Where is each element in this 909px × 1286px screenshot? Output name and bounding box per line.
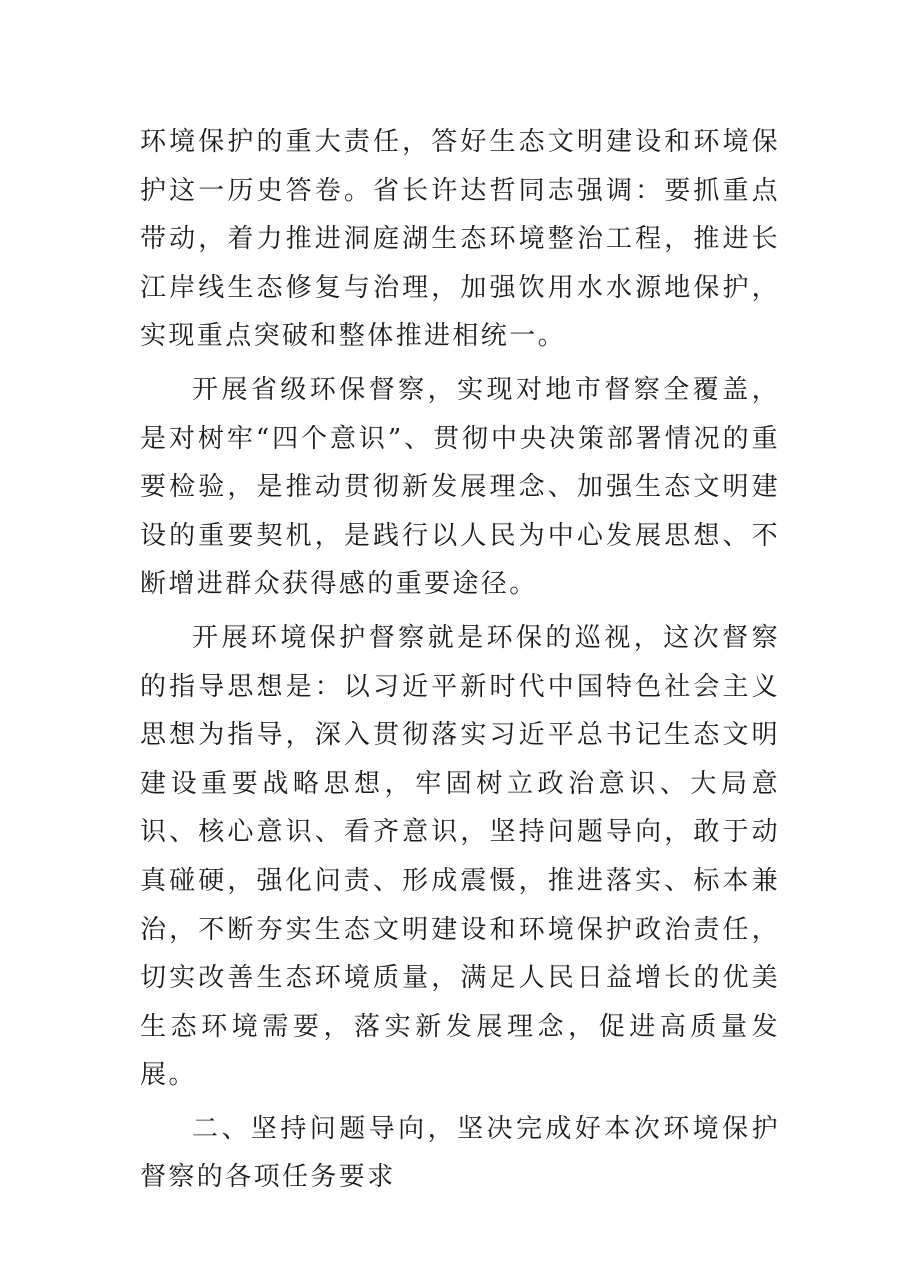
paragraph-2: 开展省级环保督察，实现对地市督察全覆盖，是对树牢“四个意识”、贯彻中央决策部署情况的重要检验，是推动贯彻新发展理念、加强生态文明建设的重要契机，是践行以人民为中心发展思想、不断增进群众获得感的重要途径。 — [140, 374, 780, 600]
paragraph-3: 开展环境保护督察就是环保的巡视，这次督察的指导思想是：以习近平新时代中国特色社会主义思想为指导，深入贯彻落实习近平总书记生态文明建设重要战略思想，牢固树立政治意识、大局意识、核心意识、看齐意识，坚持问题导向，敢于动真碰硬，强化问责、形成震慑，推进落实、标本兼治，不断夯实生态文明建设和环境保护政治责任，切实改善生态环境质量，满足人民日益增长的优美生态环境需要，落实新发展理念，促进高质量发展。 — [140, 622, 780, 1091]
document-body — [140, 118, 780, 1207]
paragraph-1: 环境保护的重大责任，答好生态文明建设和环境保护这一历史答卷。省长许达哲同志强调：要抓重点带动，着力推进洞庭湖生态环境整治工程，推进长江岸线生态修复与治理，加强饮用水水源地保护，实现重点突破和整体推进相统一。 — [140, 127, 780, 352]
section-heading: 二、坚持问题导向，坚决完成好本次环境保护督察的各项任务要求 — [140, 1113, 780, 1193]
